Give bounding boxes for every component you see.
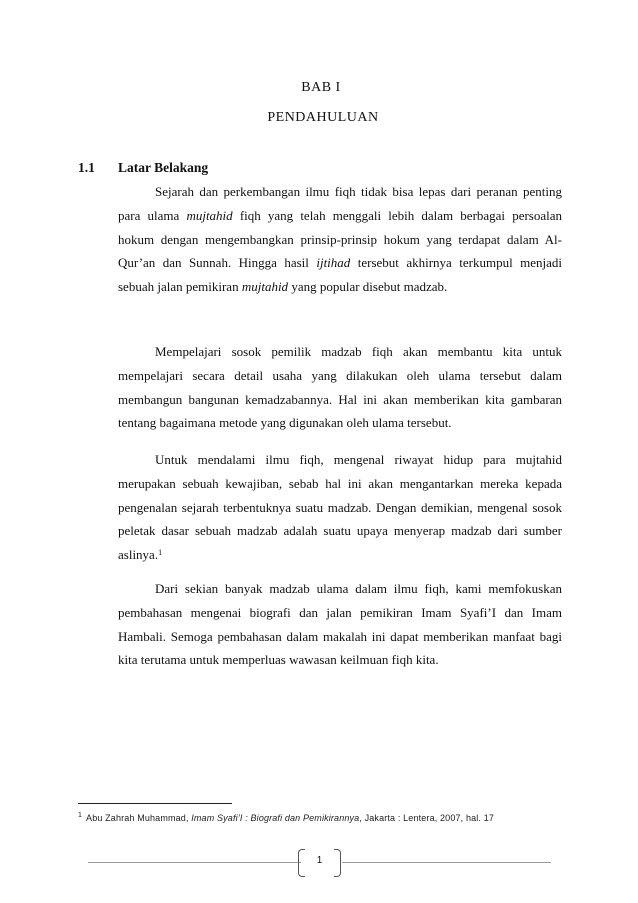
paragraph-text: Dari sekian banyak madzab ulama dalam ilmu fiqh, kami memfokuskan pembahasan mengenai biografi dan jalan pemikiran Imam Syafi’I dan Imam Hambali. Semoga pembahasan dalam makalah ini dapat memberikan manfaat bagi kita terutama untuk memperluas wawasan keilmuan fiqh kita. <box>118 581 562 668</box>
paragraph-4 <box>118 577 562 672</box>
footnote <box>78 813 494 823</box>
paragraph-text: Mempelajari sosok pemilik madzab fiqh akan membantu kita untuk mempelajari secara detail usaha yang dilakukan oleh ulama tersebut dalam membangun bangunan kemadzabannya. Hal ini akan memberikan kita gambaran tentang bagaimana metode yang digunakan oleh ulama tersebut. <box>118 344 562 431</box>
paragraph-text: yang popular disebut madzab. <box>288 279 448 295</box>
right-bracket-ornament <box>334 849 341 877</box>
paragraph-text: fiqh yang telah menggali lebih dalam berbagai persoalan hokum dengan mengembangkan prinsip-prinsip hokum yang terdapat dalam Al-Qur’an dan Sunnah. Hingga hasil <box>118 207 563 271</box>
page-number: 1 <box>316 855 323 866</box>
section-title: Latar Belakang <box>118 160 209 175</box>
footer-rule-right <box>342 862 551 863</box>
footnote-marker: 1 <box>78 812 83 819</box>
paragraph-1 <box>118 180 562 299</box>
paragraph-text: tersebut akhirnya terkumpul menjadi sebuah jalan pemikiran <box>118 255 562 295</box>
section-number: 1.1 <box>78 160 95 175</box>
section-heading <box>78 160 208 176</box>
italic-term: mujtahid <box>186 207 233 223</box>
italic-term: mujtahid <box>241 279 289 295</box>
footnote-author: Abu Zahrah Muhammad, <box>86 813 192 823</box>
footnote-publication: , Jakarta : Lentera, 2007, hal. 17 <box>359 813 495 823</box>
left-bracket-ornament <box>298 849 305 877</box>
footer-rule-left <box>88 862 301 863</box>
paragraph-text: Untuk mendalami ilmu fiqh, mengenal riwayat hidup para mujtahid merupakan sebuah kewajiban, sebab hal ini akan mengantarkan mereka kepada pengenalan sejarah terbentuknya suatu madzab. Dengan demikian, mengenal sosok peletak dasar sebuah madzab adalah suatu upaya menyerap madzab dari sumber aslinya. <box>118 452 562 563</box>
paragraph-text: Sejarah dan perkembangan ilmu fiqh tidak bisa lepas dari peranan penting para ulama <box>118 184 562 223</box>
paragraph-3 <box>118 448 562 567</box>
chapter-number: BAB I <box>301 80 341 95</box>
italic-term: ijtihad <box>316 255 351 271</box>
footnote-reference[interactable]: 1 <box>158 548 163 558</box>
footnote-book-title: Imam Syafi’I : Biografi dan Pemikirannya <box>191 813 360 823</box>
chapter-title: PENDAHULUAN <box>267 110 379 125</box>
footnote-divider <box>78 803 232 804</box>
paragraph-2 <box>118 340 562 435</box>
